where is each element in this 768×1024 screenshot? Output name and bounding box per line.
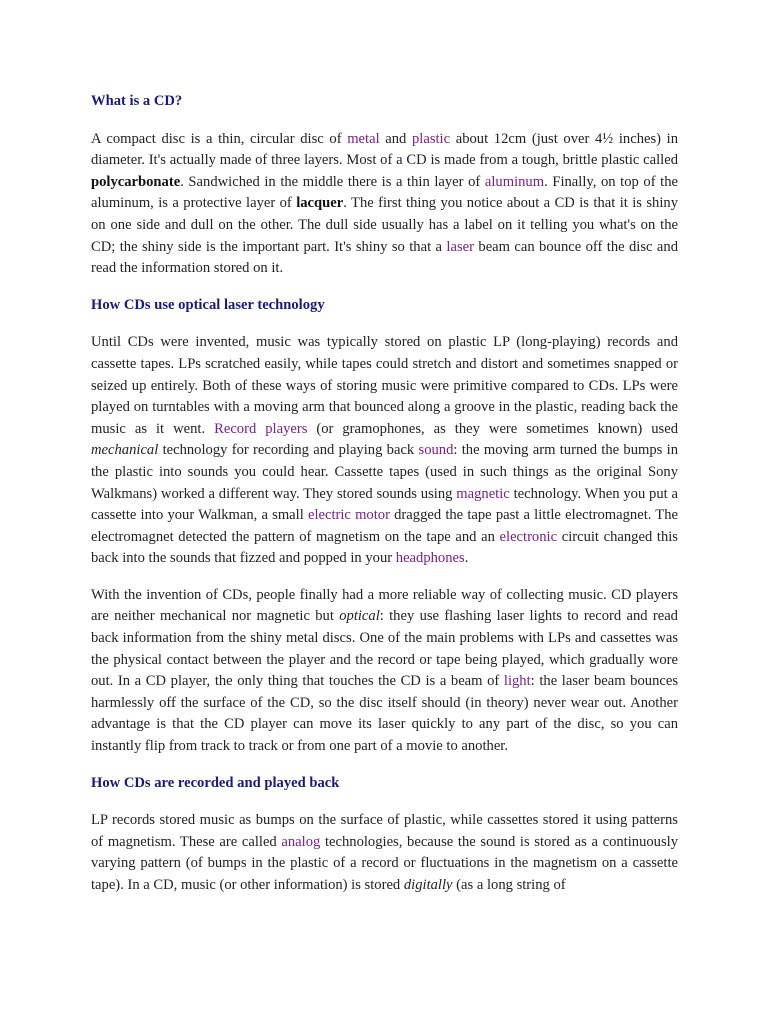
text-run: With the invention of CDs, people finally had a more reliable way of collecting music. CD players are neither mechanical nor magnetic but xyxy=(91,586,678,625)
link-record-players[interactable]: Record players xyxy=(214,420,308,437)
link-analog[interactable]: analog xyxy=(281,833,321,850)
paragraph-what-is-a-cd xyxy=(91,129,678,280)
link-magnetic[interactable]: magnetic xyxy=(456,485,510,502)
text-run: dragged the tape past a little electromagnet. The electromagnet detected the pattern of magnetism on the tape and an xyxy=(91,507,678,545)
text-run: : the laser beam bounces harmlessly off the surface of the CD, so the disc itself should (in theory) never wear out. Another advantage is that the CD player can move its laser quickly to any part of the disc, so you can instantly flip from track to track or from one part of a movie to another. xyxy=(91,673,678,755)
link-laser[interactable]: laser xyxy=(446,238,474,255)
bold-polycarbonate: polycarbonate xyxy=(91,173,181,190)
text-run: circuit changed this back into the sounds that fizzed and popped in your xyxy=(91,528,678,567)
link-aluminum[interactable]: aluminum xyxy=(484,173,545,190)
text-run: . Finally, on top of the aluminum, is a protective layer of xyxy=(91,173,679,212)
italic-optical: optical xyxy=(339,608,380,625)
link-light[interactable]: light xyxy=(503,673,531,690)
text-run: technologies, because the sound is stored as a continuously varying pattern (of bumps in the plastic of a record or fluctuations in the magnetism on a cassette tape). In a CD, music (or other information) is stored xyxy=(91,833,678,893)
text-run: and xyxy=(379,130,412,147)
heading-optical-laser-technology: How CDs use optical laser technology xyxy=(91,296,325,313)
text-run: beam can bounce off the disc and read the information stored on it. xyxy=(91,238,678,277)
text-run: A compact disc is a thin, circular disc of xyxy=(91,130,348,147)
text-run: . The first thing you notice about a CD is that it is shiny on one side and dull on the other. The dull side usually has a label on it telling you what's on the CD; the shiny side is the important part. It's shiny so that a xyxy=(91,195,678,255)
paragraph-invention-of-cds xyxy=(91,585,678,758)
text-run: technology for recording and playing back xyxy=(158,442,419,459)
text-run: (as a long string of xyxy=(452,877,566,893)
bold-lacquer: lacquer xyxy=(296,195,344,212)
text-run: Until CDs were invented, music was typically stored on plastic LP (long-playing) records and cassette tapes. LPs scratched easily, while tapes could stretch and distort and sometimes snapped or seized up entirely. Both of these ways of storing music were primitive compared to CDs. LPs were played on turntables with a moving arm that bounced along a groove in the plastic, reading back the music as it went. xyxy=(91,334,678,437)
link-electronic[interactable]: electronic xyxy=(499,528,558,545)
text-run: about 12cm (just over 4½ inches) in diameter. It's actually made of three layers. Most of a CD is made from a tough, brittle plastic called xyxy=(91,130,679,169)
paragraph-lp-records xyxy=(91,810,678,896)
text-run: . Sandwiched in the middle there is a thin layer of xyxy=(180,173,485,190)
paragraph-before-cds xyxy=(91,332,678,570)
text-run: LP records stored music as bumps on the surface of plastic, while cassettes stored it using patterns of magnetism. These are called xyxy=(91,812,678,850)
text-run: : they use flashing laser lights to record and read back information from the shiny metal discs. One of the main problems with LPs and cassettes was the physical contact between the player and the record or tape being played, which gradually wore out. In a CD player, the only thing that touches the CD is a beam of xyxy=(91,608,678,690)
text-run: (or gramophones, as they were sometimes known) used xyxy=(307,420,678,437)
link-sound[interactable]: sound xyxy=(418,442,454,459)
text-run: . xyxy=(464,550,469,567)
heading-what-is-a-cd: What is a CD? xyxy=(91,93,183,109)
document-page xyxy=(91,80,678,912)
link-plastic[interactable]: plastic xyxy=(411,130,451,147)
text-run: : the moving arm turned the bumps in the plastic into sounds you could hear. Cassette tapes (used in such things as the original Sony Walkmans) worked a different way. They stored sounds using xyxy=(91,442,678,502)
link-electric-motor[interactable]: electric motor xyxy=(307,507,390,524)
italic-digitally: digitally xyxy=(403,877,453,893)
link-metal[interactable]: metal xyxy=(347,130,380,147)
text-run: technology. When you put a cassette into your Walkman, a small xyxy=(91,485,678,524)
link-headphones[interactable]: headphones xyxy=(395,550,465,567)
heading-recorded-and-played-back: How CDs are recorded and played back xyxy=(91,774,340,791)
italic-mechanical: mechanical xyxy=(91,442,159,459)
